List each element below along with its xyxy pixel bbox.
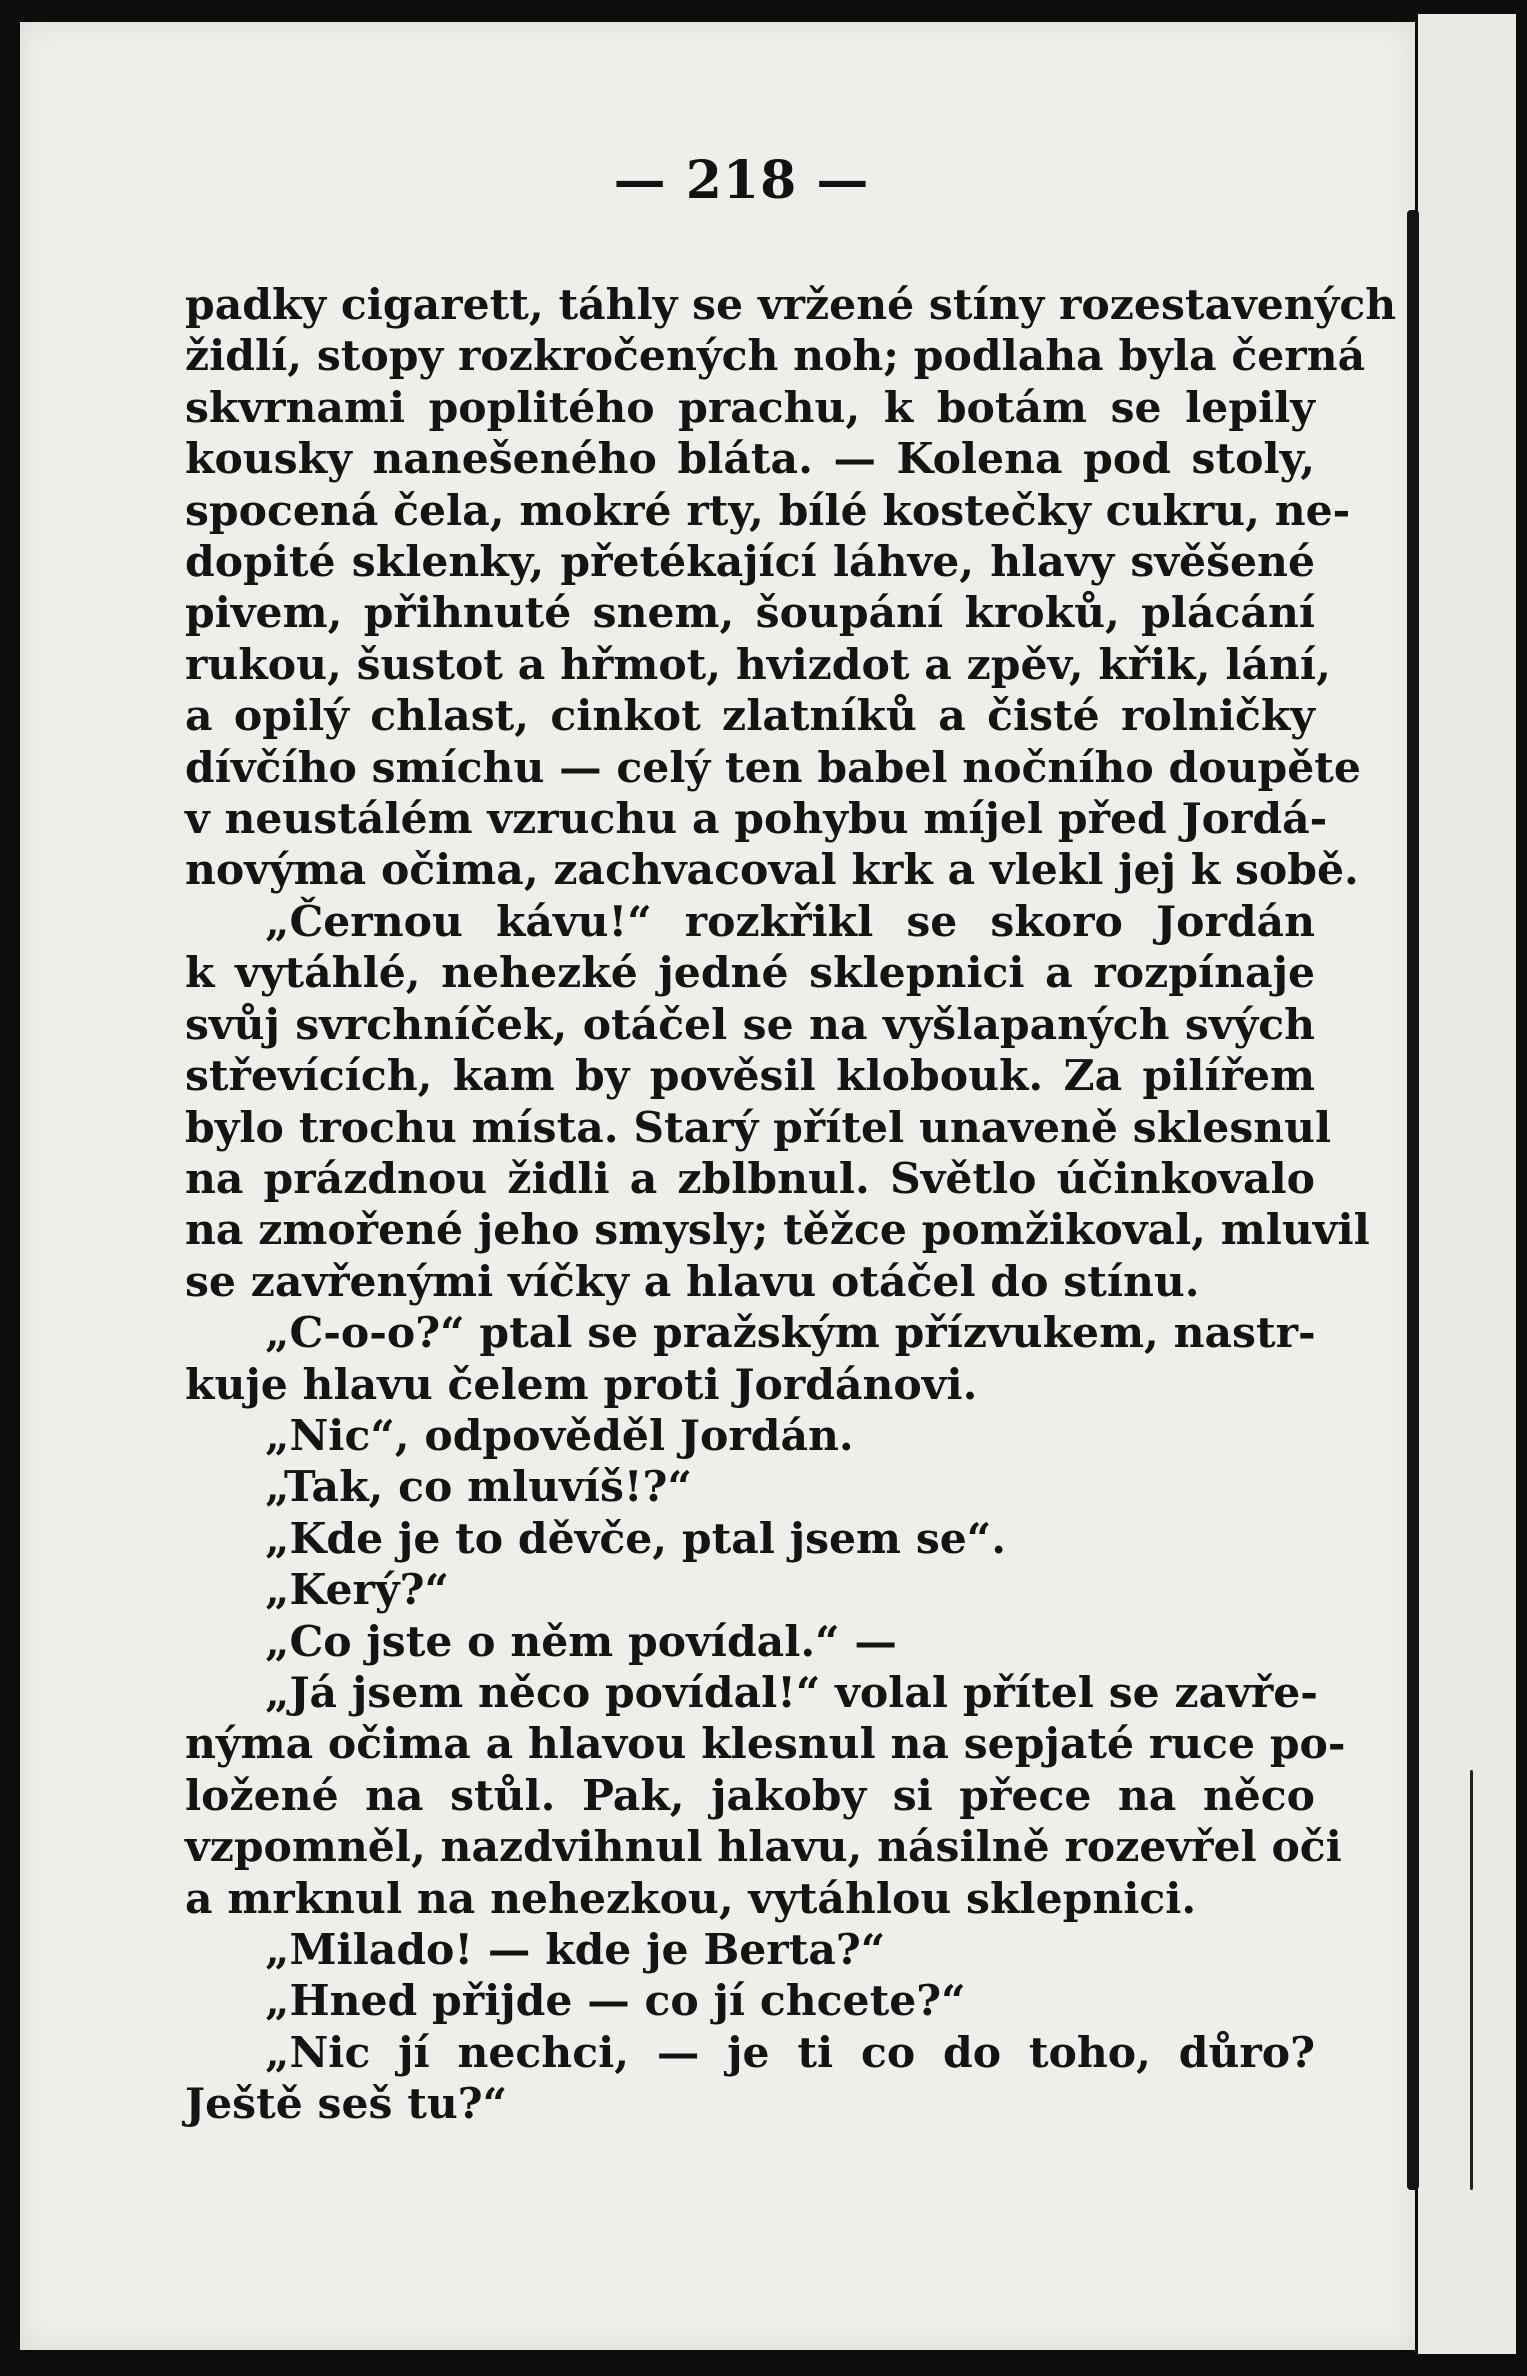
text-line: vzpomněl, nazdvihnul hlavu, násilně rozevřel oči <box>185 1822 1342 1873</box>
page-number: — 218 — <box>613 150 870 211</box>
text-line: svůj svrchníček, otáčel se na vyšlapaných svých <box>185 999 1315 1050</box>
binding-shadow <box>1407 210 1419 2190</box>
text-line: „C-o-o?“ ptal se pražským přízvukem, nastr- <box>265 1308 1316 1359</box>
text-line: „Já jsem něco povídal!“ volal přítel se zavře- <box>265 1667 1318 1718</box>
text-line: bylo trochu místa. Starý přítel unaveně sklesnul <box>185 1102 1332 1153</box>
text-line: „Kerý?“ <box>265 1565 449 1616</box>
text-line: židlí, stopy rozkročených noh; podlaha byla černá <box>185 331 1366 382</box>
text-line: „Tak, co mluvíš!?“ <box>265 1462 692 1513</box>
text-line: skvrnami poplitého prachu, k botám se lepily <box>185 382 1315 433</box>
text-line: ložené na stůl. Pak, jakoby si přece na něco <box>185 1770 1315 1821</box>
text-line: kousky nanešeného bláta. — Kolena pod stoly, <box>185 434 1315 485</box>
text-line: „Nic“, odpověděl Jordán. <box>265 1410 854 1461</box>
text-line: a opilý chlast, cinkot zlatníků a čisté rolničky <box>185 691 1315 742</box>
text-line: „Milado! — kde je Berta?“ <box>265 1925 886 1975</box>
text-line: v neustálém vzruchu a pohybu míjel před Jordá- <box>185 794 1328 845</box>
adjacent-page-edge <box>1418 14 1516 2354</box>
text-line: a mrknul na nehezkou, vytáhlou sklepnici. <box>185 1873 1197 1924</box>
text-line: spocená čela, mokré rty, bílé kostečky cukru, ne- <box>185 485 1351 536</box>
text-line: na prázdnou židli a zblbnul. Světlo účinkovalo <box>185 1153 1315 1204</box>
text-line: „Hned přijde — co jí chcete?“ <box>265 1976 966 2027</box>
text-line: novýma očima, zachvacoval krk a vlekl jej k sobě. <box>185 845 1359 896</box>
text-line: dopité sklenky, přetékající láhve, hlavy svěšené <box>185 537 1315 588</box>
text-line: kuje hlavu čelem proti Jordánovi. <box>185 1359 978 1410</box>
body-text <box>185 280 1397 2131</box>
text-line: dívčího smíchu — celý ten babel nočního doupěte <box>185 742 1361 793</box>
text-line: pivem, přihnuté snem, šoupání kroků, plácání <box>185 588 1315 639</box>
text-line: „Nic jí nechci, — je ti co do toho, důro? <box>265 2027 1315 2078</box>
text-line: k vytáhlé, nehezké jedné sklepnici a rozpínaje <box>185 948 1315 999</box>
text-line: rukou, šustot a hřmot, hvizdot a zpěv, křik, lání, <box>185 639 1331 690</box>
binding-shadow-thin <box>1470 1770 1473 2190</box>
text-line: „Kde je to děvče, ptal jsem se“. <box>265 1513 1007 1564</box>
text-line: střevících, kam by pověsil klobouk. Za pilířem <box>185 1051 1315 1102</box>
text-line: se zavřenými víčky a hlavu otáčel do stínu. <box>185 1256 1200 1307</box>
text-line: padky cigarett, táhly se vržené stíny rozestavených <box>185 280 1397 330</box>
text-line: nýma očima a hlavou klesnul na sepjaté ruce po- <box>185 1719 1346 1770</box>
text-line: „Co jste o něm povídal.“ — <box>265 1616 897 1667</box>
text-line: na zmořené jeho smysly; těžce pomžikoval, mluvil <box>185 1205 1370 1256</box>
text-line: Ještě seš tu?“ <box>185 2079 508 2130</box>
text-line: „Černou kávu!“ rozkřikl se skoro Jordán <box>265 896 1315 947</box>
